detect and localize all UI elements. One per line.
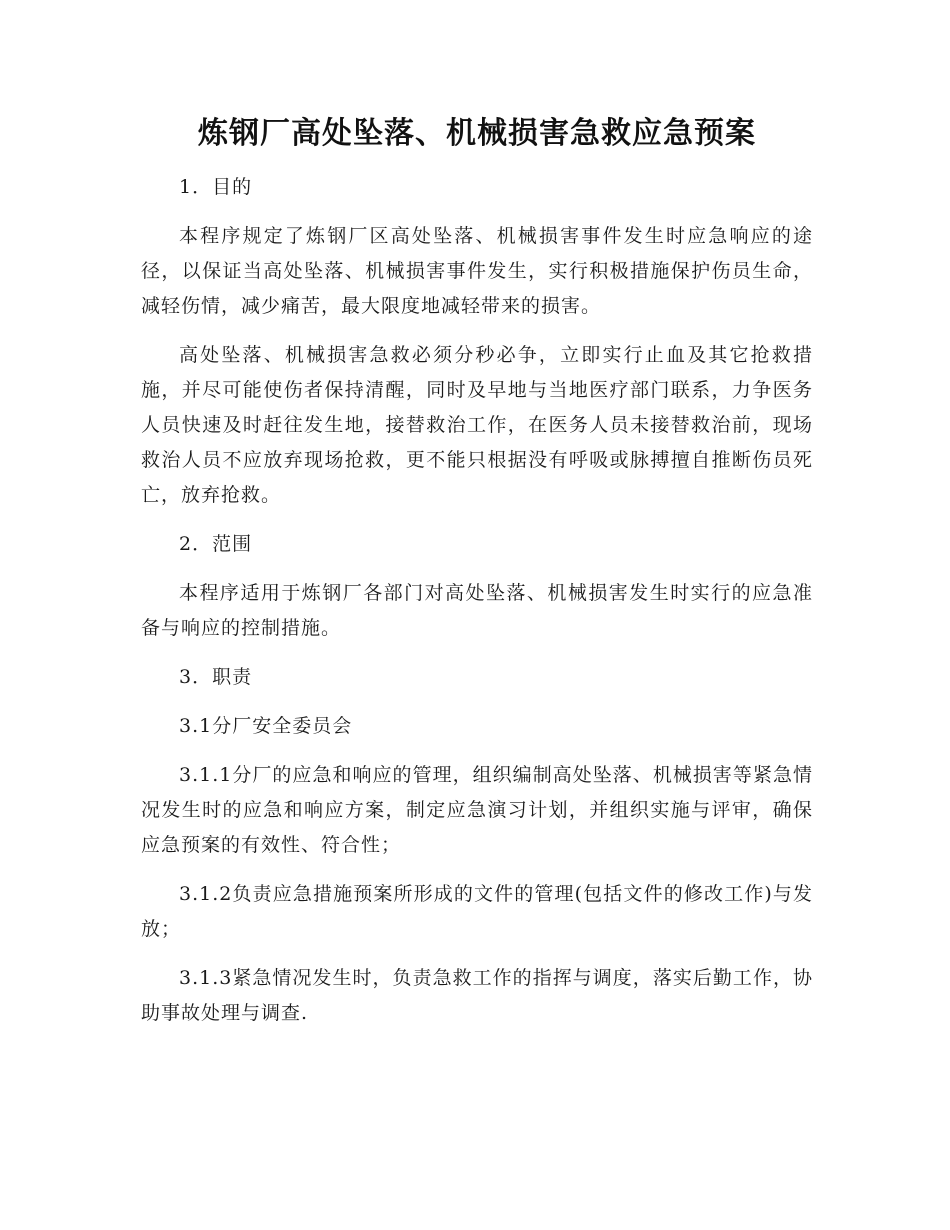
subsection-heading-safety-committee: 3.1分厂安全委员会 (179, 715, 353, 737)
section-heading-responsibilities: 3．职责 (179, 666, 253, 688)
paragraph-3-1-2: 3.1.2负责应急措施预案所形成的文件的管理(包括文件的修改工作)与发放； (141, 883, 813, 940)
document-title: 炼钢厂高处坠落、机械损害急救应急预案 (198, 116, 756, 151)
paragraph-purpose-1: 本程序规定了炼钢厂区高处坠落、机械损害事件发生时应急响应的途径，以保证当高处坠落、机械损害事件发生，实行积极措施保护伤员生命，减轻伤情，减少痛苦，最大限度地减轻带来的损害。 (141, 225, 813, 317)
paragraph-purpose-2: 高处坠落、机械损害急救必须分秒必争，立即实行止血及其它抢救措施，并尽可能使伤者保持清醒，同时及早地与当地医疗部门联系，力争医务人员快速及时赶往发生地，接替救治工作，在医务人员未接替救治前，现场救治人员不应放弃现场抢救，更不能只根据没有呼吸或脉搏擅自推断伤员死亡，放弃抢救。 (141, 344, 813, 506)
paragraph-scope: 本程序适用于炼钢厂各部门对高处坠落、机械损害发生时实行的应急准备与响应的控制措施。 (141, 582, 813, 639)
paragraph-3-1-1: 3.1.1分厂的应急和响应的管理，组织编制高处坠落、机械损害等紧急情况发生时的应急和响应方案，制定应急演习计划，并组织实施与评审，确保应急预案的有效性、符合性； (141, 764, 813, 856)
document-body (141, 112, 813, 1045)
section-heading-scope: 2．范围 (179, 533, 253, 555)
section-heading-purpose: 1．目的 (179, 176, 253, 198)
paragraph-3-1-3: 3.1.3紧急情况发生时，负责急救工作的指挥与调度，落实后勤工作，协助事故处理与调查. (141, 967, 813, 1024)
